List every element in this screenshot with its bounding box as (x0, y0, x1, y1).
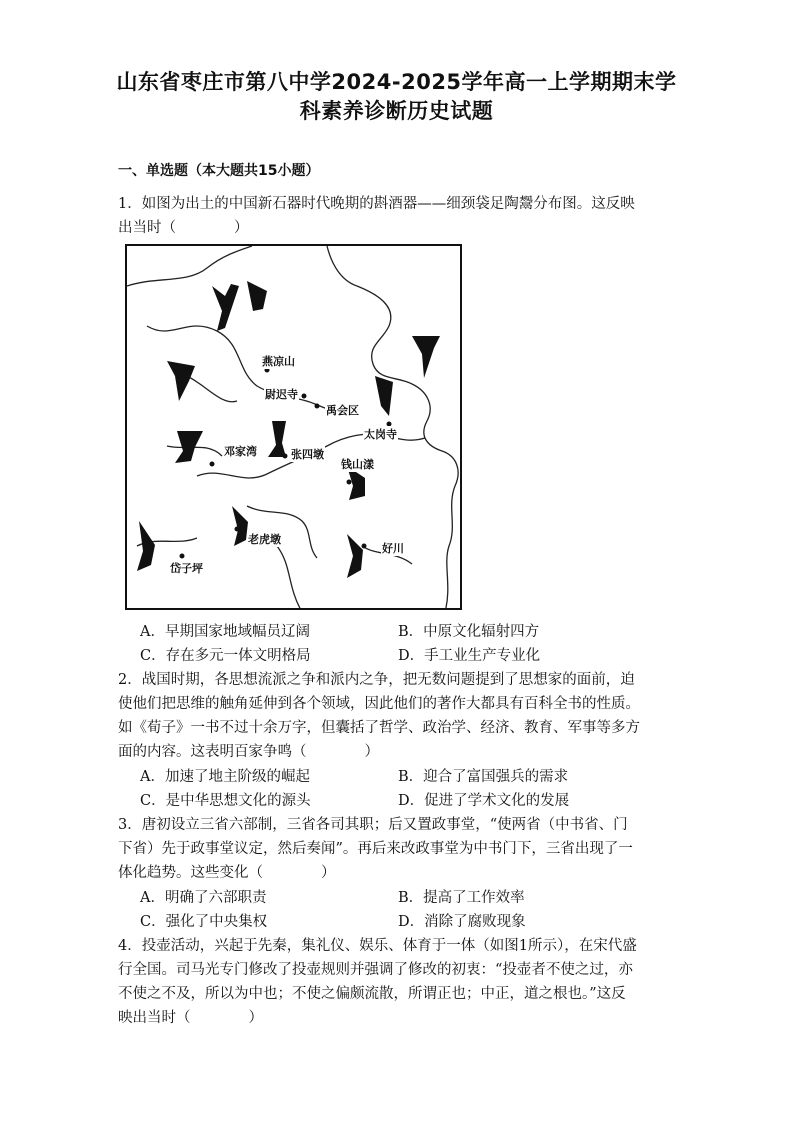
exam-title-line-1: 山东省枣庄市第八中学2024-2025学年高一上学期期末学 (116, 70, 677, 94)
map-label-site: 老虎墩 (248, 533, 281, 546)
q4-stem-line: 不使之不及，所以为中也；不使之偏颇流散，所谓正也；中正，道之根也。”这反 (118, 986, 626, 1002)
q1-stem-line-1: 1．如图为出土的中国新石器时代晚期的斟酒器——细颈袋足陶鬶分布图。这反映 (118, 196, 635, 212)
map-label-site: 张四墩 (291, 448, 324, 461)
q1-option-a[interactable]: A．早期国家地域幅员辽阔 (140, 624, 310, 640)
map-label-site: 钱山漾 (341, 458, 374, 471)
q3-stem-line: 体化趋势。这些变化（ ） (118, 865, 336, 881)
exam-title-line-2: 科素养诊断历史试题 (299, 99, 494, 123)
map-label-site: 好川 (382, 542, 404, 555)
section-heading: 一、单选题（本大题共15小题） (118, 163, 320, 179)
q2-option-d[interactable]: D．促进了学术文化的发展 (398, 793, 570, 809)
q3-option-b[interactable]: B．提高了工作效率 (398, 890, 525, 906)
q3-option-c[interactable]: C．强化了中央集权 (140, 914, 268, 930)
q2-stem-line: 如《荀子》一书不过十余万字，但囊括了哲学、政治学、经济、教育、军事等多方 (118, 720, 640, 736)
q1-option-b[interactable]: B．中原文化辐射四方 (398, 624, 540, 640)
q3-stem-line: 下省）先于政事堂议定，然后奏闻”。再后来改政事堂为中书门下，三省出现了一 (118, 841, 633, 857)
q4-stem-line: 4．投壶活动，兴起于先秦，集礼仪、娱乐、体育于一体（如图1所示），在宋代盛 (118, 938, 637, 954)
q2-option-c[interactable]: C．是中华思想文化的源头 (140, 793, 311, 809)
map-label-site: 禹会区 (326, 404, 359, 417)
q2-stem-line: 使他们把思维的触角延伸到各个领域，因此他们的著作大都具有百科全书的性质。 (118, 696, 640, 712)
map-label-site: 邓家湾 (224, 445, 257, 458)
q2-option-a[interactable]: A．加速了地主阶级的崛起 (140, 769, 310, 785)
q3-option-d[interactable]: D．消除了腐败现象 (398, 914, 526, 930)
q1-stem-line-2: 出当时（ ） (118, 220, 249, 236)
map-drawing (127, 246, 462, 610)
map-label-site: 燕凉山 (262, 355, 295, 368)
pottery-distribution-map (125, 244, 462, 610)
q1-option-d[interactable]: D．手工业生产专业化 (398, 648, 541, 664)
map-label-site: 尉迟寺 (265, 388, 298, 401)
q2-stem-line: 面的内容。这表明百家争鸣（ ） (118, 744, 379, 760)
q1-option-c[interactable]: C．存在多元一体文明格局 (140, 648, 311, 664)
q2-stem-line: 2．战国时期，各思想流派之争和派内之争，把无数问题提到了思想家的面前，迫 (118, 672, 635, 688)
q2-option-b[interactable]: B．迎合了富国强兵的需求 (398, 769, 569, 785)
map-label-site: 岱子坪 (170, 562, 203, 575)
q3-stem-line: 3．唐初设立三省六部制，三省各司其职；后又置政事堂，“使两省（中书省、门 (118, 817, 628, 833)
q3-option-a[interactable]: A．明确了六部职责 (140, 890, 267, 906)
q4-stem-line: 行全国。司马光专门修改了投壶规则并强调了修改的初衷：“投壶者不使之过，亦 (118, 962, 633, 978)
q4-stem-line: 映出当时（ ） (118, 1010, 263, 1026)
map-label-site: 太岗寺 (364, 428, 397, 441)
